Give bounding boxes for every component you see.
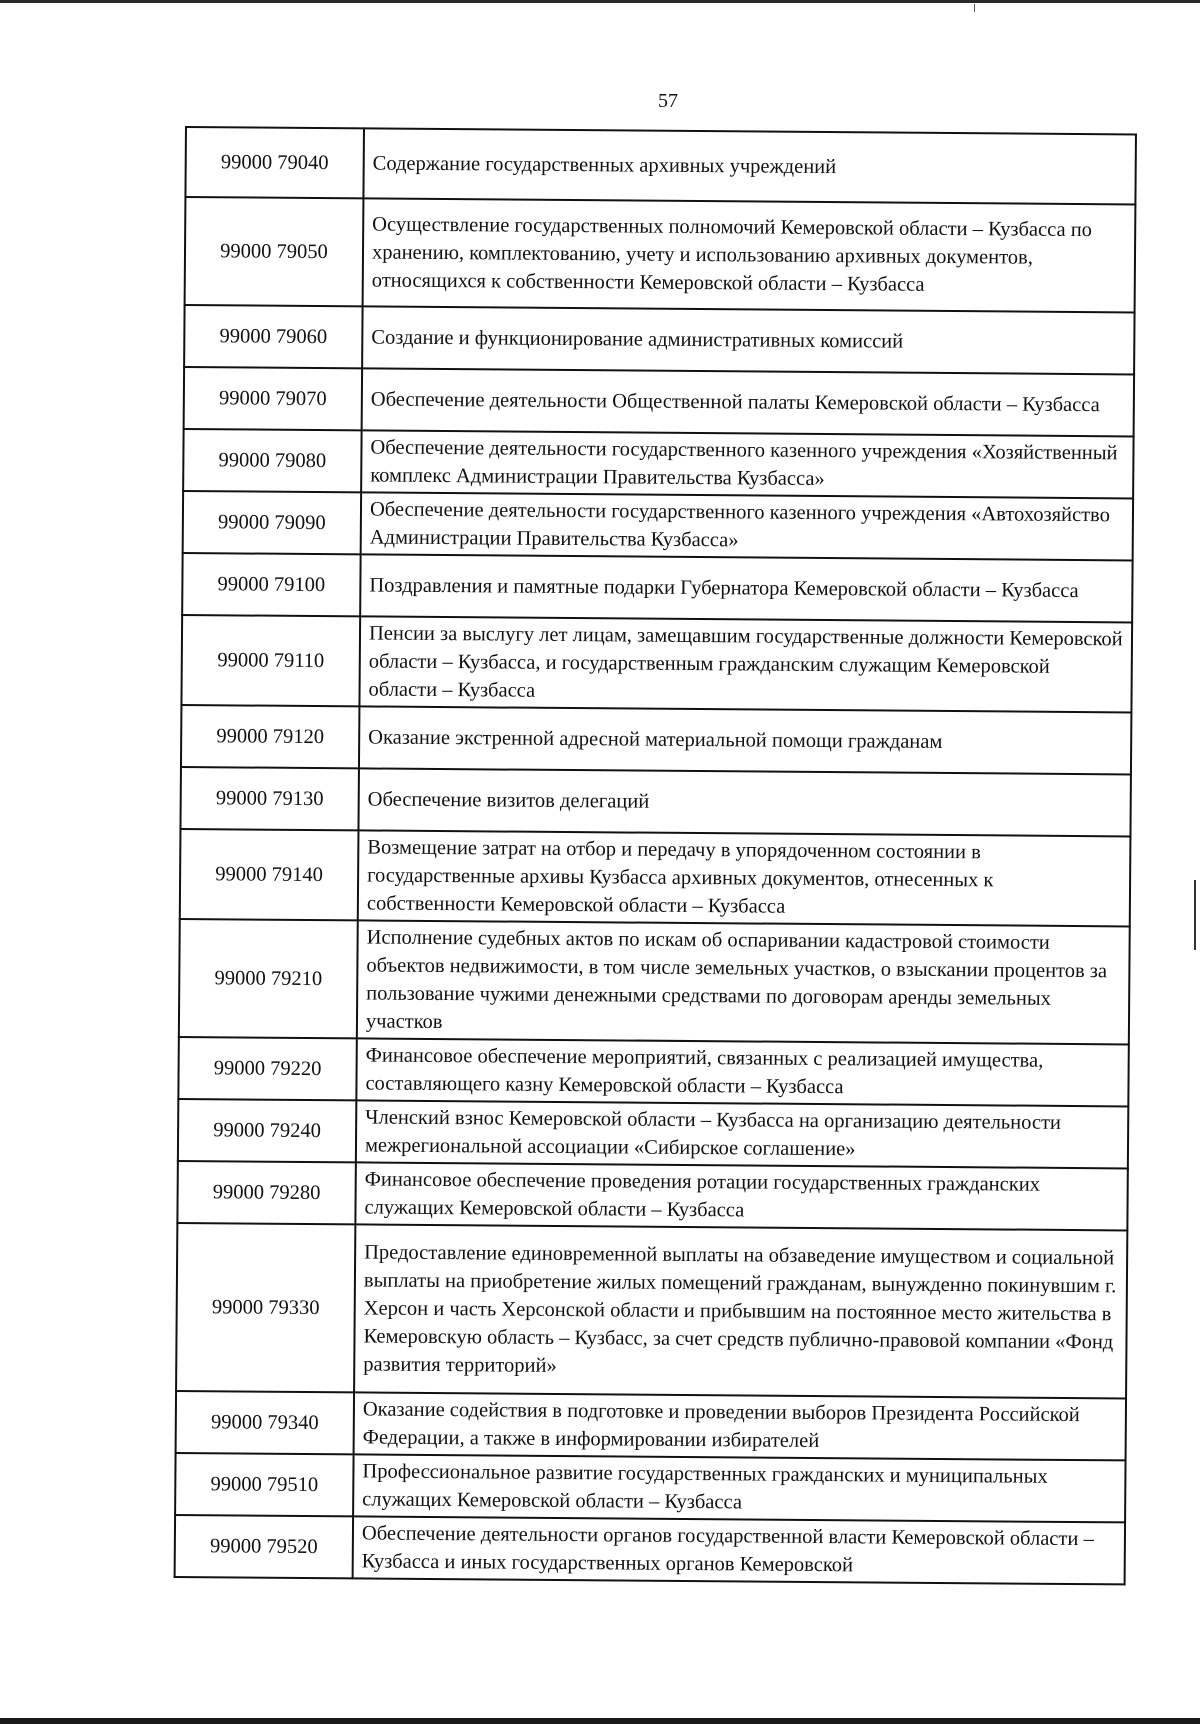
table-row (177, 1161, 1127, 1230)
code-cell: 99000 79130 (180, 767, 358, 830)
budget-codes-table (174, 126, 1137, 1585)
description-cell: Обеспечение деятельности органов государственной власти Кемеровской области – Кузбасса и иных государственных органов Кемеровской (353, 1516, 1125, 1584)
table-row (175, 1453, 1125, 1522)
description-cell: Предоставление единовременной выплаты на обзаведение имуществом и социальной выплаты на приобретение жилых помещений гражданам, вынужденно покинувшим г. Херсон и часть Херсонской области и прибывшим на постоянное место жительства в Кемеровскую область – Кузбасс, за счет средств публично-правовой компании «Фонд развития территорий» (354, 1224, 1127, 1398)
description-cell: Возмещение затрат на отбор и передачу в упорядоченном состоянии в государственные архивы Кузбасса архивных документов, отнесенных к собственности Кемеровской области – Кузбасса (358, 830, 1131, 926)
code-cell: 99000 79110 (181, 615, 360, 706)
code-cell: 99000 79520 (175, 1515, 353, 1578)
table-row (183, 491, 1133, 560)
code-cell: 99000 79240 (178, 1099, 356, 1162)
table-row (184, 367, 1134, 436)
code-cell: 99000 79220 (178, 1037, 356, 1100)
table-row (185, 127, 1136, 204)
code-cell: 99000 79330 (176, 1223, 355, 1392)
description-cell: Осуществление государственных полномочий Кемеровской области – Кузбасса по хранению, комплектованию, учету и использованию архивных документов, относящихся к собственности Кемеровской области – Кузбасса (363, 198, 1136, 312)
table-row (184, 305, 1134, 374)
scan-bottom-edge (0, 1718, 1200, 1724)
scan-mark (974, 4, 975, 12)
description-cell: Оказание экстренной адресной материальной помощи гражданам (359, 706, 1131, 774)
description-cell: Создание и функционирование административных комиссий (362, 306, 1134, 374)
code-cell: 99000 79100 (182, 553, 360, 616)
table-body (175, 127, 1136, 1584)
description-cell: Содержание государственных архивных учреждений (363, 128, 1136, 204)
code-cell: 99000 79340 (176, 1391, 354, 1454)
table-row (179, 919, 1130, 1044)
table-row (183, 429, 1133, 498)
description-cell: Пенсии за выслугу лет лицам, замещавшим государственные должности Кемеровской области – Кузбасса, и государственным гражданским служащим Кемеровской области – Кузбасса (359, 616, 1132, 712)
table-row (185, 197, 1136, 312)
description-cell: Финансовое обеспечение проведения ротации государственных гражданских служащих Кемеровской области – Кузбасса (355, 1162, 1127, 1230)
code-cell: 99000 79210 (179, 919, 358, 1038)
description-cell: Исполнение судебных актов по искам об оспаривании кадастровой стоимости объектов недвижимости, в том числе земельных участков, о взыскании процентов за пользование чужими денежными средствами по договорам аренды земельных участков (357, 920, 1130, 1044)
table-row (178, 1099, 1128, 1168)
description-cell: Обеспечение визитов делегаций (358, 768, 1130, 836)
table-row (175, 1515, 1125, 1584)
code-cell: 99000 79280 (177, 1161, 355, 1224)
code-cell: 99000 79060 (184, 305, 362, 368)
table-row (178, 1037, 1128, 1106)
table-row (182, 553, 1132, 622)
table-row (176, 1391, 1126, 1460)
code-cell: 99000 79510 (175, 1453, 353, 1516)
description-cell: Обеспечение деятельности государственного казенного учреждения «Хозяйственный комплекс Администрации Правительства Кузбасса» (361, 430, 1133, 498)
table-row (181, 705, 1131, 774)
description-cell: Обеспечение деятельности государственного казенного учреждения «Автохозяйство Администрации Правительства Кузбасса» (361, 492, 1133, 560)
table-row (180, 767, 1130, 836)
table-row (180, 829, 1131, 926)
code-cell: 99000 79070 (184, 367, 362, 430)
code-cell: 99000 79080 (183, 429, 361, 492)
code-cell: 99000 79140 (180, 829, 359, 920)
scan-right-mark (1194, 880, 1196, 950)
table-row (176, 1223, 1127, 1398)
description-cell: Профессиональное развитие государственных гражданских и муниципальных служащих Кемеровской области – Кузбасса (353, 1454, 1125, 1522)
page-number: 57 (658, 90, 678, 112)
code-cell: 99000 79050 (185, 197, 364, 306)
description-cell: Оказание содействия в подготовке и проведении выборов Президента Российской Федерации, а также в информировании избирателей (354, 1392, 1126, 1460)
description-cell: Членский взнос Кемеровской области – Кузбасса на организацию деятельности межрегиональной ассоциации «Сибирское соглашение» (356, 1100, 1128, 1168)
description-cell: Поздравления и памятные подарки Губернатора Кемеровской области – Кузбасса (360, 554, 1132, 622)
code-cell: 99000 79120 (181, 705, 359, 768)
table-row (181, 615, 1132, 712)
scan-top-edge (0, 0, 1200, 3)
description-cell: Финансовое обеспечение мероприятий, связанных с реализацией имущества, составляющего казну Кемеровской области – Кузбасса (356, 1038, 1128, 1106)
code-cell: 99000 79040 (185, 127, 364, 198)
description-cell: Обеспечение деятельности Общественной палаты Кемеровской области – Кузбасса (362, 368, 1134, 436)
code-cell: 99000 79090 (183, 491, 361, 554)
